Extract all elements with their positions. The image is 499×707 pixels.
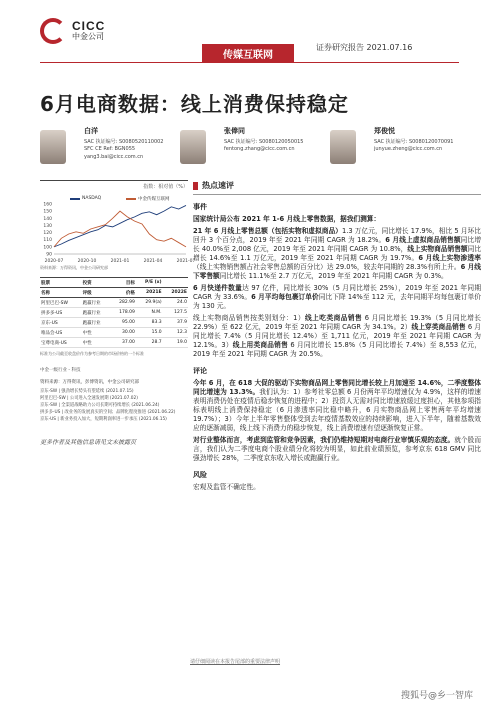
more-info-note: 更多作者及其他信息请见文末披露页 <box>40 439 137 446</box>
logo-text-zh: 中金公司 <box>72 31 104 41</box>
target-price: 95.00 <box>110 318 136 328</box>
report-type-date: 证券研究报告 2021.07.16 <box>316 43 413 52</box>
table-header: P/E (x) <box>136 278 163 288</box>
target-price: 282.99 <box>110 298 136 308</box>
analyst-name: 郑俊悦 <box>374 127 395 135</box>
pe-2021e: 29.9(a) <box>136 298 163 308</box>
body-text: 我们认为：1）参考社零总额 6 月份两年平均增速仅为 4.9%，这样的增速表明消费仍处在疫情后稳步恢复的进程中；2）投资人无需对同比增速放缓过度担心，其他参项指标表明线上消费保持稳定（6 月渗透率同比稳中略升，6 月实物商品网上零售两年平均增速 19.7%）；3）今年上半年零售整体受到去年疫情基数效应的持续影响，进入下半年，随着基数效应的逐渐减弱，线上线下消费力的稳步恢复，线上消费增速有望逐渐恢复正常。 <box>193 388 481 432</box>
table-header: 评级 <box>82 288 111 298</box>
contact-line: 中金一级行业 - 科技 <box>40 368 81 373</box>
body-text: 6 月同比增长 19.3%（5 月同比增长 22.9%）至 622 亿元，2019 年至 2021 年同期 CAGR 为 34.1%。2） <box>193 314 481 331</box>
legal-disclaimer-link[interactable]: 请仔细阅读在本报告尾部的重要法律声明 <box>190 659 281 665</box>
pe-2021e: 83.3 <box>136 318 163 328</box>
bold-text: 6 月线下零售额 <box>193 263 481 280</box>
bold-text: 线上吃类商品销售 <box>305 314 363 322</box>
analyst-name: 白洋 <box>84 127 98 135</box>
chart-header: 指数：相对值（%） <box>143 184 188 190</box>
series-line-cicc-media <box>54 211 186 247</box>
analyst-card <box>40 126 190 176</box>
watermark-text: 搜狐号@乡一智库 <box>400 691 473 701</box>
bold-text: 6 月平均每包裹订单价 <box>251 293 319 301</box>
pe-2022e: 127.5 <box>163 308 188 318</box>
event-paragraph-online-retail <box>193 227 481 281</box>
analyst-sac: SAC 执证编号: S0080120070091 <box>374 139 454 145</box>
rating: 中性 <box>82 338 111 348</box>
body-text: （线上实物销售额占社会零售总额的百分比）达 29.0%，较去年同期的 28.3%有所上升。 <box>193 263 461 271</box>
pe-2022e: 19.0 <box>163 338 188 348</box>
body-text: 1.3 万亿元，同比增长 17.9%，相比 5 月环比回升 3 个百分点，2019 年至 2021 年同期 CAGR 为 18.2%。 <box>193 227 481 244</box>
main-content <box>193 180 481 492</box>
left-sidebar <box>40 180 196 446</box>
x-tick-label: 2021-01 <box>110 259 130 264</box>
table-row <box>40 318 188 328</box>
pe-2022e: 24.0 <box>163 298 188 308</box>
analyst-sac: SAC 执证编号: S0080520110002 <box>84 139 164 145</box>
stock-name[interactable]: 唯品会-US <box>40 328 82 338</box>
page-header <box>0 0 499 62</box>
bold-text: 对行业整体而言，考虑到监管和竞争因素，我们仍维持短期对电商行业审慎乐观的态度。 <box>193 436 455 444</box>
bold-text: 线上穿类商品销售 <box>411 323 466 331</box>
stock-name[interactable]: 宝尊电商-US <box>40 338 82 348</box>
table-header <box>163 278 188 288</box>
rating: 跑赢行业 <box>82 308 111 318</box>
body-text: 6 月同比增长 7.4%（5 月同比增长 12.4%）至 1,711 亿元，2019 年至 2021 年同期 CAGR 为 12.1%。3） <box>193 323 481 349</box>
analyst-photo <box>180 130 206 164</box>
target-price: 178.09 <box>110 308 136 318</box>
chart-svg <box>40 192 196 264</box>
table-header: 2022E <box>163 288 188 298</box>
table-header: 投资 <box>82 278 111 288</box>
index-chart <box>40 192 196 264</box>
pe-2022e: 12.3 <box>163 328 188 338</box>
body-text: 同比增长 40.0%至 2,008 亿元，2019 年至 2021 年同期 CAGR 为 10.8%， <box>193 236 482 253</box>
table-header: 名称 <box>40 288 82 298</box>
y-tick-label: 90 <box>46 252 52 258</box>
analyst-email[interactable]: fentong.zhang@cicc.com.cn <box>224 146 295 152</box>
comment-heading: 评论 <box>193 367 207 375</box>
y-tick-label: 150 <box>43 209 52 215</box>
rating: 中性 <box>82 328 111 338</box>
report-title: 6月电商数据：线上消费保持稳定 <box>40 92 349 116</box>
y-tick-label: 100 <box>43 245 52 251</box>
target-price: 37.00 <box>110 338 136 348</box>
analyst-name: 张俸同 <box>224 127 245 135</box>
bold-text: 线上用类商品销售 <box>232 341 288 349</box>
analyst-sac: SAC 执证编号: S0080120050015 <box>224 139 304 145</box>
table-note: 标准为公司截至收盘价作为参考日期的市场价格的一个标准 <box>40 351 144 356</box>
pe-2021e: 15.0 <box>136 328 163 338</box>
stock-name[interactable]: 拼多多-US <box>40 308 82 318</box>
table-row <box>40 308 188 318</box>
target-price: 30.00 <box>110 328 136 338</box>
bold-text: 6 月线上虚拟商品销售额 <box>385 236 461 244</box>
table-row <box>40 298 188 308</box>
body-text: 同比下降 14%至 112 元，去年同期平均每包裹订单价为 130 元。 <box>193 293 481 310</box>
bold-text: 线上实物商品销售额 <box>407 245 468 253</box>
body-text: 线上实物商品销售按类别划分：1） <box>193 314 305 322</box>
x-tick-label: 2020-07 <box>44 259 64 264</box>
heading-marker-icon <box>193 182 198 190</box>
header-rule <box>40 62 459 63</box>
related-reading-link[interactable]: 京东-SW | 强劲增长势头有望延续 (2021.07.15) <box>40 389 134 394</box>
table-header: 价格 <box>110 288 136 298</box>
section-tab: 传媒互联网 <box>202 44 294 62</box>
analyst-email[interactable]: junyue.zheng@cicc.com.cn <box>374 146 443 152</box>
cicc-logo <box>40 18 105 44</box>
logo-text-en: CICC <box>72 18 106 33</box>
event-paragraph-categories <box>193 314 481 359</box>
body-text: 6 月同比增长 15.8%（5 月同比增长 7.4%）至 8,553 亿元，2019 年至 2021 年同期 CAGR 为 20.5%。 <box>193 341 481 358</box>
bold-text: 6 月快递件数量 <box>193 284 243 292</box>
rating: 跑赢行业 <box>82 318 111 328</box>
pe-2022e: 37.9 <box>163 318 188 328</box>
y-tick-label: 110 <box>43 238 52 244</box>
body-text: 同比增长 14.6%至 1.1 万亿元，2019 年至 2021 年同期 CAGR 为 19.7%。 <box>193 245 482 262</box>
table-header: 目标 <box>110 278 136 288</box>
related-reading-title: 资料来源：万得资讯，彭博资讯，中金公司研究部 <box>40 380 139 385</box>
heading-rule <box>193 194 481 195</box>
analyst-card <box>180 126 330 176</box>
body-text: 就个股而言，我们认为二季度电商个股业绩分化将较为明显，如此前业绩预览，参考京东 618 GMV 同比强劲增长 28%，二季度京东收入增长或跑赢行业。 <box>193 436 482 462</box>
legend-label: 中金传媒互联网 <box>138 197 170 202</box>
table-header: 股票 <box>40 278 82 288</box>
chart-source-note: 资料来源：万得资讯，中金公司研究部 <box>40 265 108 270</box>
stock-name[interactable]: 京东-US <box>40 318 82 328</box>
bold-text: 21 年 6 月线上零售总额（包括实物和虚拟商品） <box>193 227 342 235</box>
y-tick-label: 140 <box>43 216 52 222</box>
legend-swatch <box>70 198 80 200</box>
body-text: 同比增长 11.1%至 2.7 万亿元，2019 年至 2021 年同期 CAGR 为 0.3%。 <box>219 272 448 280</box>
legend-item-cicc-media <box>126 196 170 202</box>
table-row <box>40 328 188 338</box>
pe-2021e: N.M. <box>136 308 163 318</box>
analyst-sfc: SFC CE Ref: BGN055 <box>84 146 136 152</box>
legend-item-nasdaq <box>70 196 101 201</box>
comment-paragraph-1 <box>193 379 481 433</box>
event-intro: 国家统计局公布 2021 年 1-6 月线上零售数据，据我们测算： <box>193 215 381 223</box>
comment-paragraph-2 <box>193 436 481 463</box>
hot-review-heading <box>193 180 481 191</box>
risk-heading: 风险 <box>193 471 207 479</box>
related-reading-list <box>40 388 188 423</box>
related-reading-link[interactable]: 拼多多-US | 改业务的发展真实的空间；品牌化程度推进 (2021.06.22) <box>40 410 176 415</box>
x-tick-label: 2020-10 <box>77 259 97 264</box>
y-tick-label: 160 <box>43 202 52 208</box>
analyst-photo <box>40 130 66 164</box>
analyst-block <box>40 126 480 176</box>
event-heading: 事件 <box>193 203 207 211</box>
stock-name[interactable]: 阿里巴巴-SW <box>40 298 82 308</box>
related-reading-link[interactable]: 京东-SW | 全渠道战略助力公司长期可持续增长 (2021.06.24) <box>40 403 160 408</box>
risk-text: 宏观及监管不确定性。 <box>193 483 260 491</box>
y-tick-label: 130 <box>43 223 52 229</box>
table-row <box>40 338 188 348</box>
related-reading-link[interactable]: 京东-US | 新业务投入加大，短期利润率进一步承压 (2021.06.15) <box>40 417 167 422</box>
analyst-photo <box>330 130 356 164</box>
valuation-table <box>40 277 188 348</box>
hot-review-title: 热点速评 <box>202 181 234 190</box>
pe-2021e: 28.7 <box>136 338 163 348</box>
bold-text: 6 月线上实物渗透率 <box>418 254 481 262</box>
table-header: 2021E <box>136 288 163 298</box>
rating: 跑赢行业 <box>82 298 111 308</box>
analyst-card <box>330 126 480 176</box>
related-reading-link[interactable]: 阿里巴巴-SW | 公司进入全速发展期 (2021.07.02) <box>40 396 138 401</box>
x-tick-label: 2021-07 <box>176 259 196 264</box>
legend-swatch <box>126 198 136 200</box>
event-paragraph-express <box>193 284 481 311</box>
bold-text: 今年 6 月，在 618 大促的驱动下实物商品网上零售同比增长较上月加速至 14.6%，二季度整体同比增速为 13.3%。 <box>193 379 481 396</box>
analyst-email[interactable]: yang3.bai@cicc.com.cn <box>84 154 144 160</box>
y-tick-label: 120 <box>43 231 52 237</box>
x-tick-label: 2021-04 <box>143 259 163 264</box>
legend-label: NASDAQ <box>82 196 102 201</box>
cicc-logo-icon <box>40 18 66 44</box>
body-text: 达 97 亿件，同比增长 30%（5 月同比增长 25%），2019 年至 2021 年同期 CAGR 为 33.6%。 <box>193 284 482 301</box>
